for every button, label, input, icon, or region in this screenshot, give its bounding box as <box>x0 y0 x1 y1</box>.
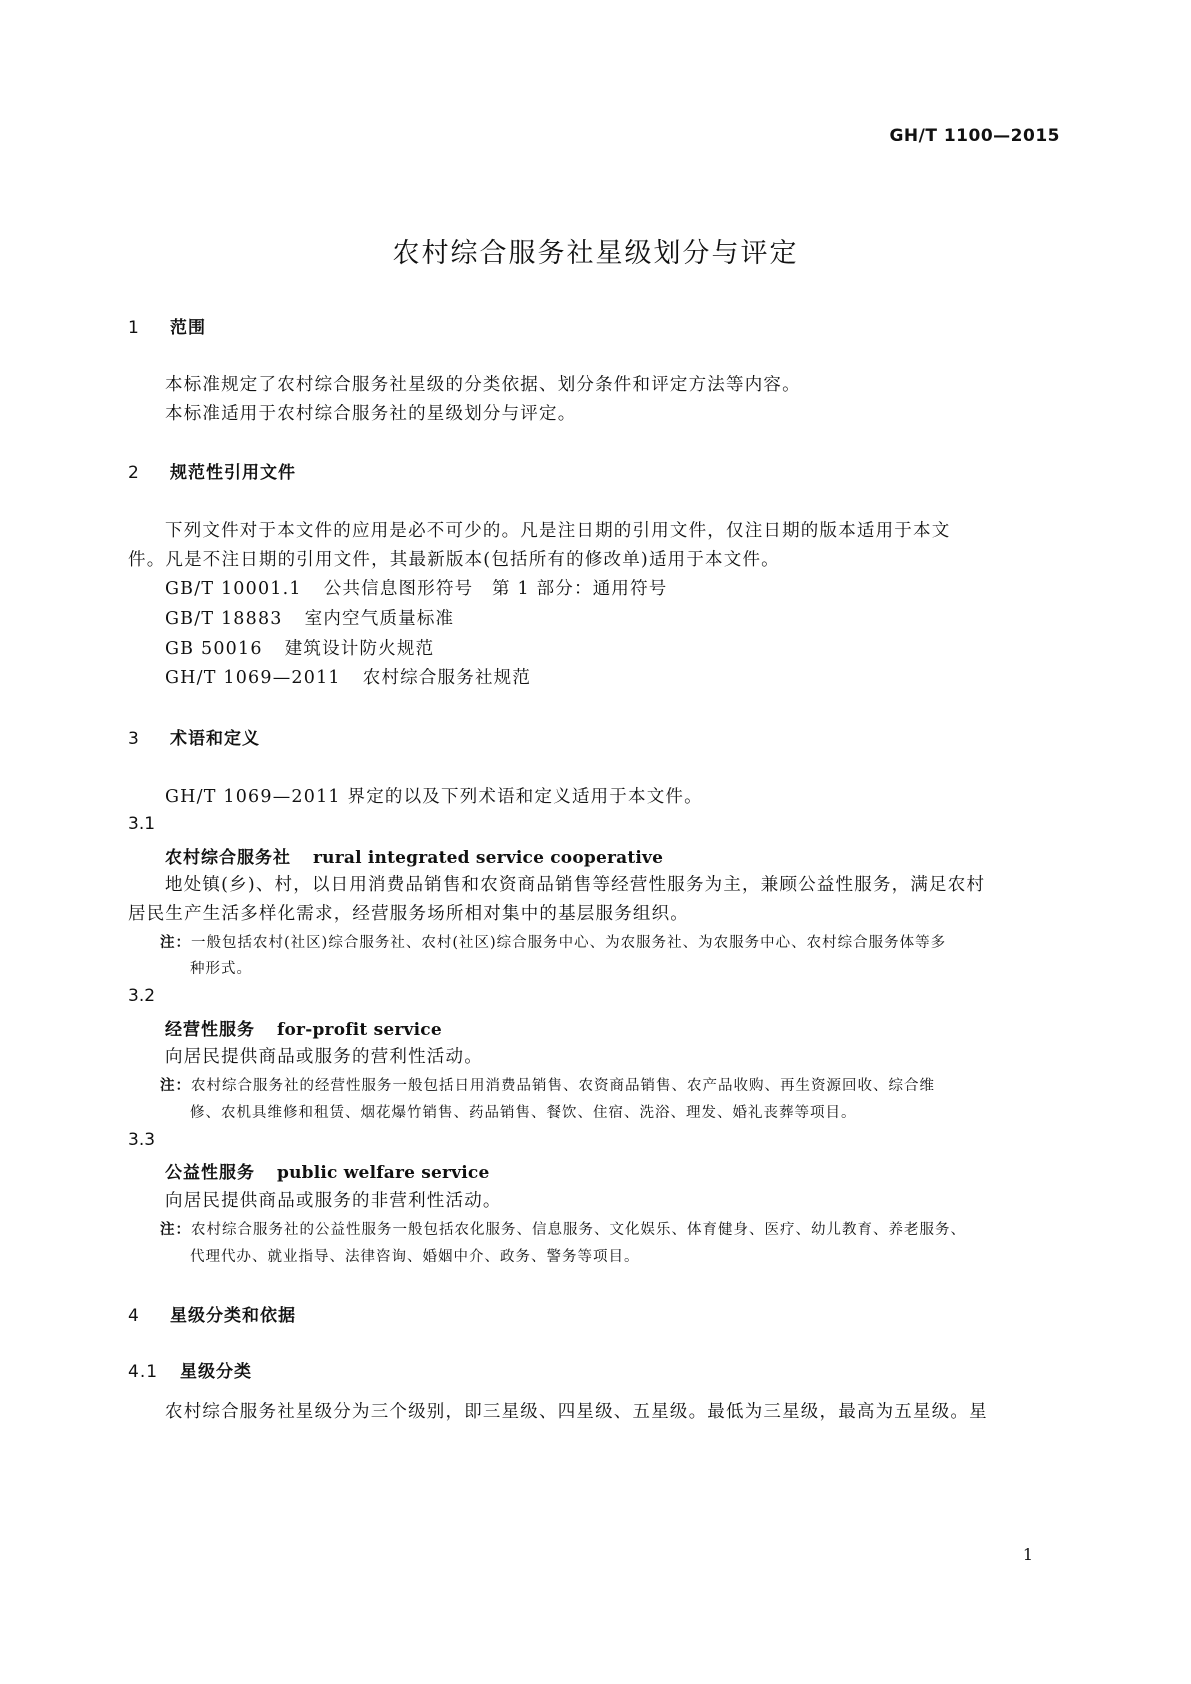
section-3-heading <box>128 724 260 749</box>
subsection-4-1-heading <box>128 1357 252 1382</box>
page-number: 1 <box>1022 1545 1033 1564</box>
reference-title: 公共信息图形符号 第 1 部分：通用符号 <box>323 579 668 599</box>
document-title: 农村综合服务社星级划分与评定 <box>392 238 799 269</box>
term-note-continuation: 种形式。 <box>190 961 252 977</box>
section-title: 术语和定义 <box>170 729 260 749</box>
term-en: for-profit service <box>277 1020 442 1040</box>
note-label: 注： <box>160 935 191 951</box>
section-number: 1 <box>128 318 140 338</box>
paragraph-continuation: 件。凡是不注日期的引用文件，其最新版本(包括所有的修改单)适用于本文件。 <box>128 550 780 570</box>
section-number: 3 <box>128 729 140 749</box>
subsection-number: 4.1 <box>128 1362 159 1382</box>
reference-code: GB/T 10001.1 <box>165 579 302 599</box>
paragraph: GH/T 1069—2011 界定的以及下列术语和定义适用于本文件。 <box>165 787 703 807</box>
normative-reference <box>165 635 434 660</box>
normative-reference <box>165 664 531 689</box>
section-4-heading <box>128 1301 296 1326</box>
normative-reference <box>165 605 454 630</box>
term-heading <box>165 843 663 868</box>
paragraph: 下列文件对于本文件的应用是必不可少的。凡是注日期的引用文件，仅注日期的版本适用于本文 <box>165 521 951 541</box>
paragraph: 农村综合服务社星级分为三个级别，即三星级、四星级、五星级。最低为三星级，最高为五星级。星 <box>165 1402 988 1422</box>
note-label: 注： <box>160 1078 191 1094</box>
reference-code: GH/T 1069—2011 <box>165 668 341 688</box>
term-number: 3.2 <box>128 986 156 1006</box>
term-note <box>160 1218 966 1239</box>
note-label: 注： <box>160 1222 191 1238</box>
section-2-heading <box>128 458 296 483</box>
term-zh: 经营性服务 <box>165 1020 255 1040</box>
section-title: 星级分类和依据 <box>170 1306 296 1326</box>
normative-reference <box>165 575 668 600</box>
term-heading <box>165 1158 490 1183</box>
term-definition-continuation: 居民生产生活多样化需求，经营服务场所相对集中的基层服务组织。 <box>128 904 689 924</box>
reference-title: 室内空气质量标准 <box>304 609 455 629</box>
term-heading <box>165 1015 442 1040</box>
paragraph: 本标准适用于农村综合服务社的星级划分与评定。 <box>165 404 577 424</box>
term-note <box>160 931 946 952</box>
subsection-title: 星级分类 <box>180 1362 252 1382</box>
section-1-heading <box>128 313 206 338</box>
term-note-continuation: 修、农机具维修和租赁、烟花爆竹销售、药品销售、餐饮、住宿、洗浴、理发、婚礼丧葬等项目。 <box>190 1105 857 1121</box>
section-title: 范围 <box>170 318 206 338</box>
note-text: 农村综合服务社的经营性服务一般包括日用消费品销售、农资商品销售、农产品收购、再生资源回收、综合维 <box>191 1078 935 1094</box>
reference-code: GB/T 18883 <box>165 609 283 629</box>
standard-number: GH/T 1100—2015 <box>889 126 1060 146</box>
term-definition: 地处镇(乡)、村，以日用消费品销售和农资商品销售等经营性服务为主，兼顾公益性服务，满足农村 <box>165 875 986 895</box>
term-number: 3.1 <box>128 814 156 834</box>
reference-title: 建筑设计防火规范 <box>284 639 435 659</box>
reference-title: 农村综合服务社规范 <box>362 668 532 688</box>
section-number: 4 <box>128 1306 140 1326</box>
paragraph: 本标准规定了农村综合服务社星级的分类依据、划分条件和评定方法等内容。 <box>165 375 801 395</box>
term-note-continuation: 代理代办、就业指导、法律咨询、婚姻中介、政务、警务等项目。 <box>190 1249 640 1265</box>
term-definition: 向居民提供商品或服务的营利性活动。 <box>165 1047 483 1067</box>
term-note <box>160 1074 935 1095</box>
term-zh: 农村综合服务社 <box>165 848 291 868</box>
term-en: public welfare service <box>277 1163 490 1183</box>
note-text: 一般包括农村(社区)综合服务社、农村(社区)综合服务中心、为农服务社、为农服务中心、农村综合服务体等多 <box>191 935 947 951</box>
note-text: 农村综合服务社的公益性服务一般包括农化服务、信息服务、文化娱乐、体育健身、医疗、幼儿教育、养老服务、 <box>191 1222 966 1238</box>
term-number: 3.3 <box>128 1130 156 1150</box>
term-definition: 向居民提供商品或服务的非营利性活动。 <box>165 1191 502 1211</box>
section-title: 规范性引用文件 <box>170 463 296 483</box>
section-number: 2 <box>128 463 140 483</box>
reference-code: GB 50016 <box>165 639 263 659</box>
term-en: rural integrated service cooperative <box>313 848 664 868</box>
term-zh: 公益性服务 <box>165 1163 255 1183</box>
